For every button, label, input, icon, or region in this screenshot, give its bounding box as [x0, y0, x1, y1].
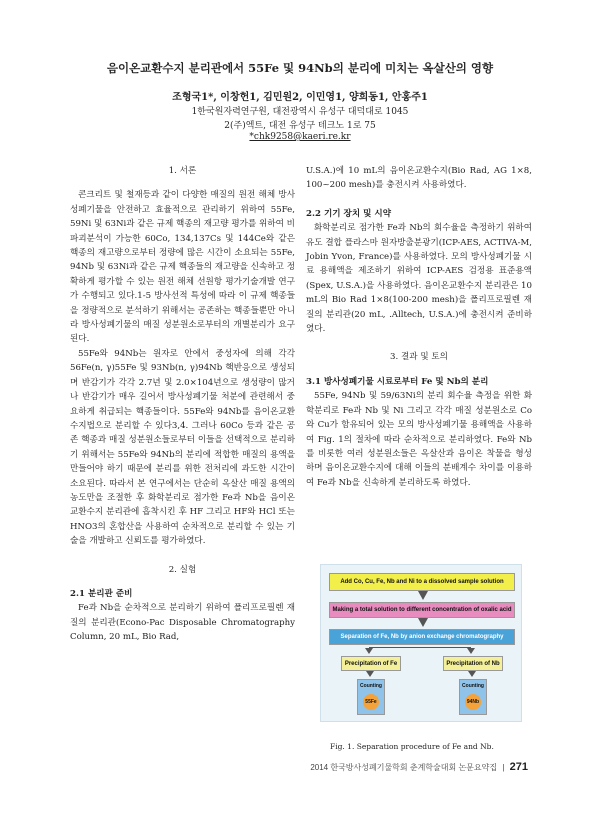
experiment-heading: 2. 실험	[168, 564, 197, 575]
fe55-circle: 55Fe	[363, 694, 379, 710]
arrow-4a	[366, 671, 374, 677]
subsection-2-1-continued: U.S.A.)에 10 mL의 음이온교환수지(Bio Rad, AG 1×8, 100~200 mesh)를 충전시켜 사용하였다.	[306, 166, 532, 191]
intro-paragraph-1: 콘크리트 및 철재등과 같이 다양한 매질의 원전 해체 방사성폐기물을 안전하고 효율적으로 관리하기 위하여 55Fe, 59Ni 및 63Ni과 같은 규제 핵종의 재고량 평가를 위하여 비파괴분석이 가능한 60Co, 134,137Cs 및 144Ce와 같은 핵종의 재고량으로부터 정량에 많은 시간이 소요되는 55Fe, 94Nb 및 63Ni과 같은 규제 핵종들의 재고량을 신속하고 정확하게 평가할 수 있는 원전 해체 선원항 평가기술개발 연구가 수행되고 있다.1-5 방사선적 특성에 따라 이 규제 핵종들을 정량적으로 분석하기 위해서는 공존하는 핵종들뿐만 아니라 방사성폐기물의 매질 성분원소로부터의 개별분리가 요구된다.	[70, 190, 295, 345]
left-column	[70, 164, 295, 645]
subsection-3-1-heading: 3.1 방사성폐기물 시료로부터 Fe 및 Nb의 분리	[306, 376, 489, 387]
arrow-4b	[468, 671, 476, 677]
flow-step-precipitation-nb: Precipitation of Nb	[443, 656, 503, 671]
flow-step-add-elements: Add Co, Cu, Fe, Nb and Ni to a dissolved sample solution	[329, 573, 515, 591]
separation-flowchart	[320, 564, 522, 722]
subsection-2-2-heading: 2.2 기기 장치 및 시약	[306, 208, 392, 219]
subsection-2-1-text: Fe과 Nb을 순차적으로 분리하기 위하여 폴리프로필렌 재질의 분리관(Econo-Pac Disposable Chromatography Column, 20 mL, Bio Rad,	[70, 603, 295, 643]
flow-step-precipitation-fe: Precipitation of Fe	[341, 656, 401, 671]
page-footer: 2014 한국방사성폐기물학회 춘계학술대회 논문요약집 | 271	[310, 761, 528, 773]
author-list: 조형국1*, 이창헌1, 김민원2, 이민영1, 양희동1, 안홍주1	[172, 92, 428, 103]
affiliation-1: 1한국원자력연구원, 대전광역시 유성구 대덕대로 1045	[191, 107, 409, 117]
affiliation-2: 2(주)엑트, 대전 유성구 테크노 1로 75	[224, 121, 376, 131]
arrow-3a	[365, 648, 373, 654]
page-number: 271	[509, 761, 528, 773]
subsection-2-1-heading: 2.1 분리관 준비	[70, 588, 133, 599]
counting-box-fe	[357, 679, 385, 715]
arrow-3b	[467, 648, 475, 654]
counting-label-nb: Counting	[462, 683, 484, 689]
results-heading: 3. 결과 및 토의	[390, 352, 448, 363]
nb94-circle: 94Nb	[465, 694, 481, 710]
intro-paragraph-2: 55Fe와 94Nb는 원자로 안에서 중성자에 의해 각각 56Fe(n, γ)55Fe 및 93Nb(n, γ)94Nb 핵반응으로 생성되며 반감기가 각각 2.7년 및 2.0×104년으로 생성량이 많거나 반감기가 매우 길어서 방사성폐기물 처분에 관련해서 중요하게 취급되는 핵종들이다. 55Fe와 94Nb를 음이온교환수지법으로 분리할 수 있다3,4. 그러나 60Co 등과 같은 공존 핵종과 매질 성분원소들로부터 이들을 선택적으로 분리하기 위해서는 55Fe와 94Nb의 분리에 적합한 매질의 용액을 만들어야 하기 때문에 분리를 위한 전처리에 과도한 시간이 소요된다. 따라서 본 연구에서는 단순히 옥살산 매질 용액의 농도만을 조절한 후 화학분리로 점가한 Fe과 Nb을 음이온교환수지 분리관에 흡착시킨 후 HF 그리고 HF와 HCl 또는 HNO3의 혼합산을 사용하여 순차적으로 분리할 수 있는 기술을 개발하고 신뢰도를 평가하였다.	[70, 348, 295, 547]
flow-step-oxalic-solution: Making a total solution to different concentration of oxalic acid	[329, 602, 515, 618]
intro-heading: 1. 서론	[168, 166, 197, 176]
counting-box-nb	[459, 679, 487, 715]
figure-caption: Fig. 1. Separation procedure of Fe and Nb.	[330, 742, 494, 751]
counting-label-fe: Counting	[360, 683, 382, 689]
right-column	[306, 164, 532, 490]
author-email[interactable]: *chk9258@kaeri.re.kr	[249, 132, 351, 142]
paper-title: 음이온교환수지 분리관에서 55Fe 및 94Nb의 분리에 미치는 옥살산의 영향	[106, 61, 494, 75]
arrow-2	[418, 618, 428, 627]
footer-text: 2014 한국방사성폐기물학회 춘계학술대회 논문요약집	[310, 763, 498, 772]
branch-line	[369, 647, 471, 648]
flow-step-anion-exchange: Separation of Fe, Nb by anion exchange chromatography	[329, 629, 515, 645]
subsection-3-1-text: 55Fe, 94Nb 및 59/63Ni의 분리 회수율 측정을 위한 화학분리로 Fe과 Nb 및 Ni 그리고 각각 매질 성분원소로 Co와 Cu가 함유되어 있는 모의 방사성폐기물 용해액을 사용하여 Fig. 1의 절차에 따라 순차적으로 분리하였다. Fe와 Nb를 비롯한 여러 성분원소들은 옥살산과 음이온 착물을 형성하며 음이온교환수지에 대해 이들의 분배계수 차이를 이용하여 Fe과 Nb을 신속하게 분리하도록 하였다.	[306, 391, 532, 488]
subsection-2-2-text: 화학분리로 점가한 Fe과 Nb의 회수율을 측정하기 위하여 유도 결합 플라스마 원자방출분광기(ICP-AES, ACTIVA-M, Jobin Yvon, France)를 사용하였다. 모의 방사성폐기물 시료 용해액을 제조하기 위하여 ICP-AES 검정용 표준용액(Spex, U.S.A.)을 사용하였다. 음이온교환수지 분리관은 10 mL의 Bio Rad 1×8(100-200 mesh)을 폴리프로필렌 재질의 분리관(20 mL, .Alltech, U.S.A.)에 충전시켜 준비하였다.	[306, 223, 532, 335]
arrow-1	[418, 591, 428, 600]
